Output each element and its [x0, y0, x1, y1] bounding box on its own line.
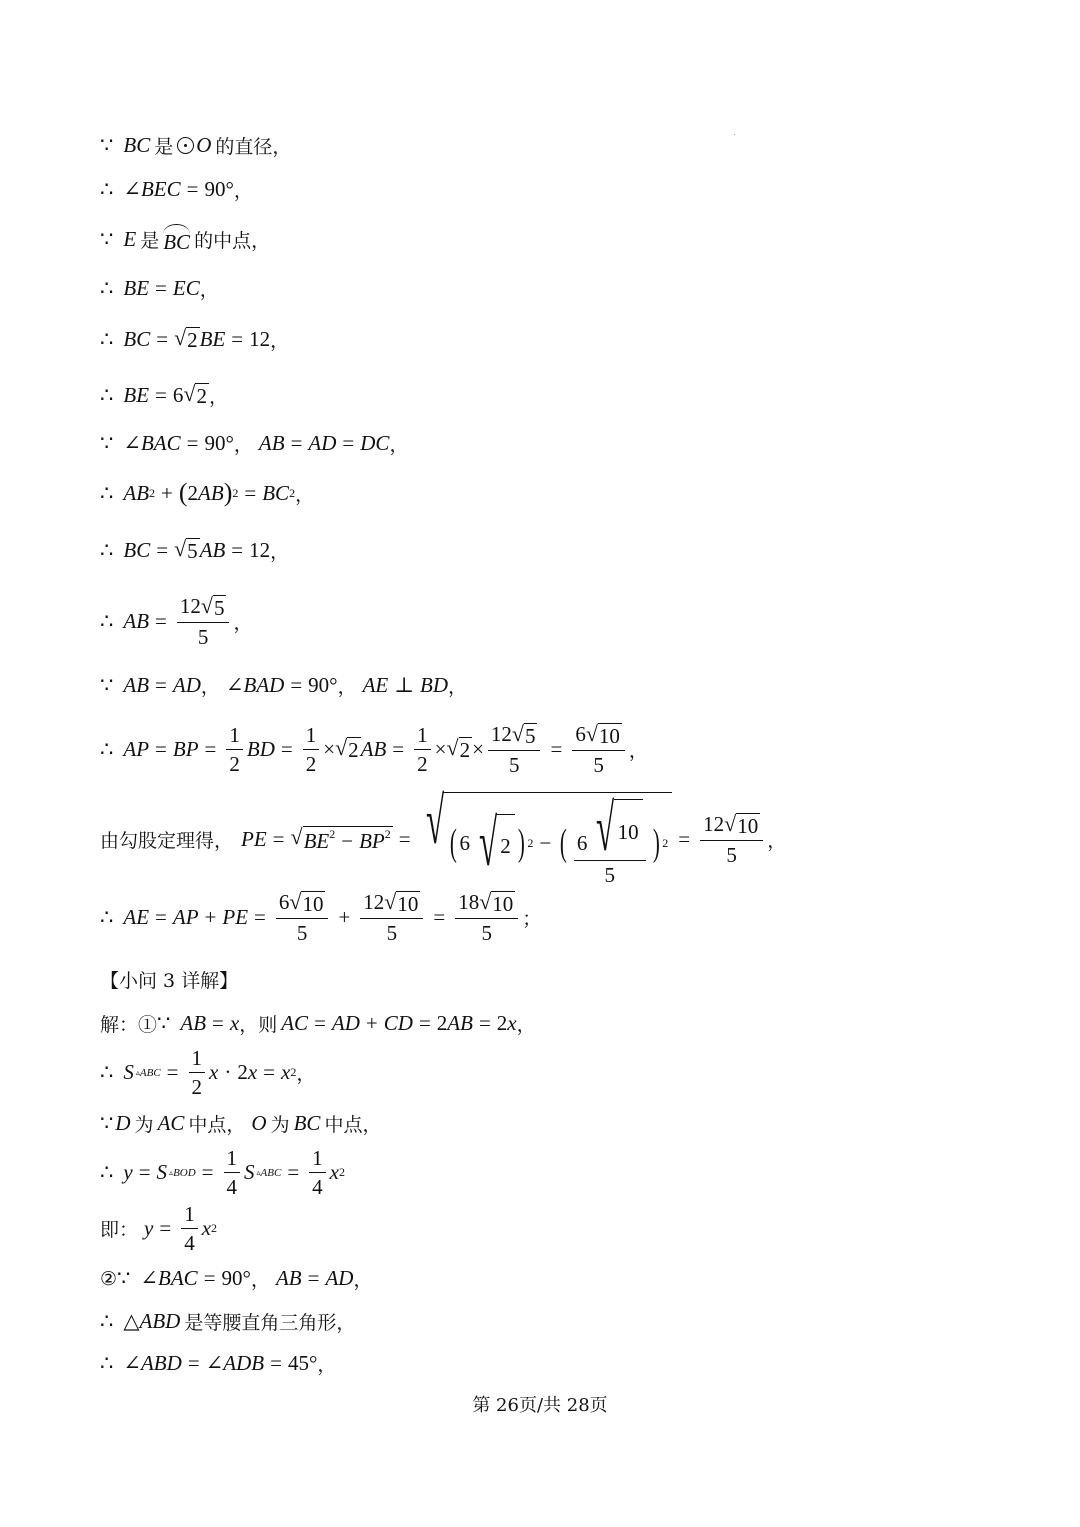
proof-line-12: ∴ AP = BP = $\frac{1}{2}$ BD = $\frac{1}{2}$ × √ 2 AB = $\frac{1}{2}$ × √ 2 × 12 √ 5 5 = 6 √ 10 5 ，	[100, 721, 648, 778]
proof-line-22: ∴ ∠ ABD = ∠ ADB = 45° ，	[100, 1351, 337, 1376]
proof-line-5: ∴ BC = √ 2 BE = 12 ，	[100, 324, 290, 352]
proof-line-20: ② ∵ ∠ BAC = 90° ， AB = AD ，	[100, 1266, 373, 1291]
proof-line-7: ∵ ∠ BAC = 90° ， AB = AD = DC ，	[100, 431, 409, 456]
proof-line-8: ∴ AB 2 + ( 2 AB ) 2 = BC 2 ，	[100, 478, 315, 507]
page-footer: 第 26页/共 28页	[472, 1395, 608, 1416]
arc-bc: BC	[163, 224, 190, 255]
proof-line-11: ∵ AB = AD ， ∠ BAD = 90° ， AE ⊥ BD ，	[100, 673, 468, 698]
proof-line-3: ∵ E 是 BC 的中点，	[100, 224, 270, 255]
proof-line-19: 即： y = $\frac{1}{4}$ x 2	[100, 1202, 218, 1256]
proof-line-1: ∵ BC 是 O 的直径，	[100, 133, 292, 158]
proof-line-18: ∴ y = S ▵ BOD = $\frac{1}{4}$ S ▵ ABC = $\frac{1}{4}$ x 2	[100, 1146, 345, 1200]
circle-symbol-icon	[177, 137, 194, 154]
proof-line-6: ∴ BE = 6 √ 2 ，	[100, 380, 228, 408]
scan-speck	[734, 134, 735, 135]
proof-line-4: ∴ BE = EC ，	[100, 276, 219, 301]
proof-line-10: ∴ AB = 12 √ 5 5 ，	[100, 593, 253, 650]
section-heading: 【小问 3 详解】	[100, 970, 239, 992]
proof-line-9: ∴ BC = √ 5 AB = 12 ，	[100, 535, 290, 563]
proof-line-2: ∴ ∠ BEC = 90° ，	[100, 177, 253, 202]
proof-line-16: ∴ S ▵ ABC = $\frac{1}{2}$ x · 2 x = x 2 ，	[100, 1046, 316, 1100]
proof-line-17: ∵ D 为 AC 中点， O 为 BC 中点，	[100, 1111, 382, 1136]
proof-line-21: ∴ △ ABD 是等腰直角三角形，	[100, 1309, 356, 1334]
proof-line-13: 由勾股定理得， PE = √ $BE^2 - BP^2$ = √ ( 6 √ 2 ) 2 − ( 6 √ 10 5 ) 2 = 12 √ 10 5 ，	[100, 785, 787, 888]
proof-line-15: 解：① ∵ AB = x ，则 AC = AD + CD = 2 AB = 2 x ，	[100, 1011, 536, 1036]
proof-line-14: ∴ AE = AP + PE = 6 √ 10 5 + 12 √ 10 5 = 18 √ 10 5 ；	[100, 889, 542, 946]
